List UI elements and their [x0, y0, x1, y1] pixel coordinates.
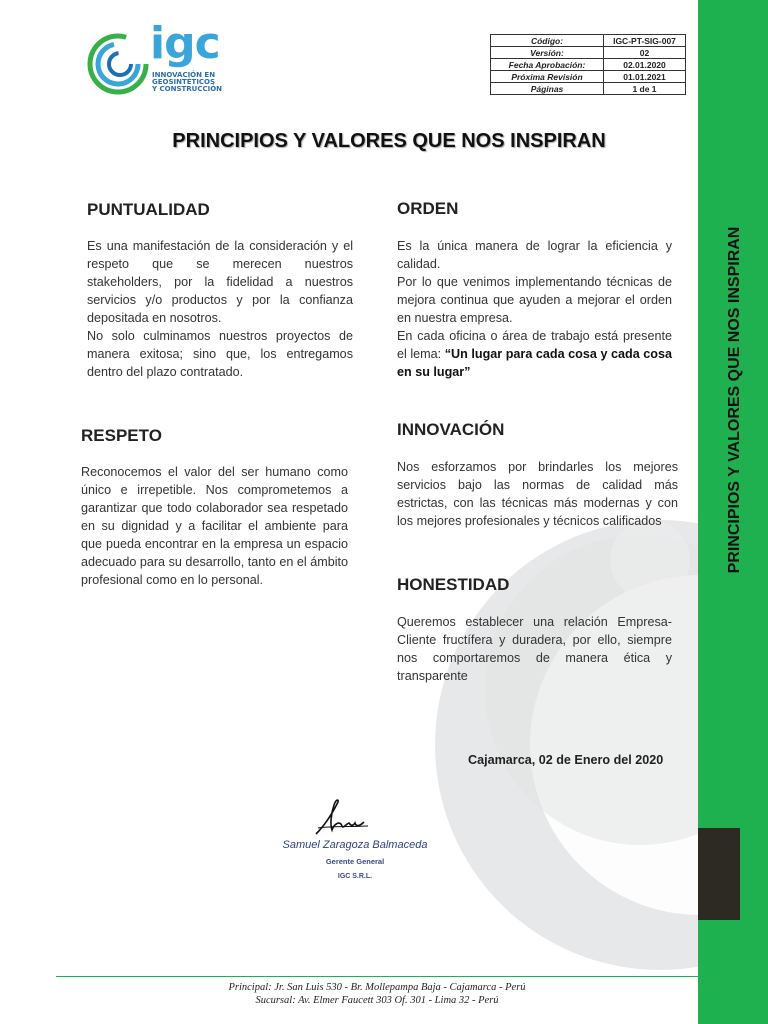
sidebar-title: PRINCIPIOS Y VALORES QUE NOS INSPIRAN: [726, 226, 743, 574]
paragraph: Queremos establecer una relación Empresa-Cliente fructífera y duradera, por ello, siempre nos comportaremos de manera ética y transparente: [397, 615, 672, 683]
footer-address-branch: Sucursal: Av. Elmer Faucett 303 Of. 301 - Lima 32 - Perú: [255, 995, 499, 1006]
section-body-respeto: [81, 463, 348, 589]
paragraph: Es la única manera de lograr la eficiencia y calidad.: [397, 239, 672, 271]
table-row: [491, 71, 686, 83]
paragraph: Es una manifestación de la consideración y el respeto que se merecen nuestros stakeholders, por la fidelidad a nuestros servicios y/o productos y por la confianza depositada en nosotros.: [87, 239, 353, 325]
section-body-orden: [397, 237, 672, 381]
meta-key: Código:: [491, 35, 604, 47]
paragraph-text: En cada oficina o área de trabajo está presente el lema:: [397, 329, 672, 361]
table-row: [491, 35, 686, 47]
meta-key: Fecha Aprobación:: [491, 59, 604, 71]
signer-role: Gerente General: [325, 857, 385, 866]
paragraph: Reconocemos el valor del ser humano como único e irrepetible. Nos comprometemos a garantizar que todo colaborador sea respetado en su dignidad y a facilitar el ambiente para que pueda encontrar en la empresa un espacio adecuado para su desarrollo, tanto en el ámbito profesional como en lo personal.: [81, 465, 348, 587]
footer-divider: [56, 976, 698, 977]
paragraph: Nos esforzamos por brindarles los mejores servicios bajo las normas de calidad más estrictas, con las técnicas más modernas y con los mejores profesionales y técnicos calificados: [397, 460, 678, 528]
swirl-logo-icon: [86, 30, 152, 96]
page-title: PRINCIPIOS Y VALORES QUE NOS INSPIRAN: [172, 130, 606, 152]
meta-value: IGC-PT-SIG-007: [604, 35, 686, 47]
section-title-innovacion: INNOVACIÓN: [397, 420, 505, 439]
meta-key: Versión:: [491, 47, 604, 59]
section-body-puntualidad: [87, 237, 353, 381]
table-row: [491, 47, 686, 59]
signer-company: IGC S.R.L.: [337, 873, 373, 880]
sidebar-dark-block: [698, 828, 740, 920]
meta-value: 02: [604, 47, 686, 59]
signature-scribble-icon: [312, 796, 382, 838]
section-body-honestidad: [397, 613, 672, 685]
meta-value: 1 de 1: [604, 83, 686, 95]
company-logo: [86, 18, 246, 98]
table-row: [491, 59, 686, 71]
section-title-puntualidad: PUNTUALIDAD: [87, 200, 210, 219]
meta-value: 02.01.2020: [604, 59, 686, 71]
logo-tagline: INNOVACIÓN EN GEOSINTÉTICOS Y CONSTRUCCIÓN: [152, 71, 223, 93]
logo-wordmark: igc: [150, 18, 220, 69]
paragraph: Por lo que venimos implementando técnicas de mejora continua que ayuden a mejorar el orden en nuestra empresa.: [397, 275, 672, 325]
paragraph: [397, 327, 672, 381]
meta-key: Páginas: [491, 83, 604, 95]
table-row: [491, 83, 686, 95]
date-line: Cajamarca, 02 de Enero del 2020: [468, 753, 664, 767]
section-title-orden: ORDEN: [397, 199, 459, 218]
meta-value: 01.01.2021: [604, 71, 686, 83]
meta-key: Próxima Revisión: [491, 71, 604, 83]
section-body-innovacion: [397, 458, 678, 530]
paragraph: No solo culminamos nuestros proyectos de manera exitosa; sino que, los entregamos dentro del plazo contratado.: [87, 329, 353, 379]
document-control-table: [490, 34, 686, 95]
footer-address-main: Principal: Jr. San Luis 530 - Br. Mollepampa Baja - Cajamarca - Perú: [228, 982, 526, 993]
section-title-respeto: RESPETO: [81, 426, 162, 445]
motto-quote: “Un lugar para cada cosa y cada cosa en su lugar”: [397, 347, 672, 379]
section-title-honestidad: HONESTIDAD: [397, 575, 510, 594]
signer-name: Samuel Zaragoza Balmaceda: [282, 839, 428, 851]
